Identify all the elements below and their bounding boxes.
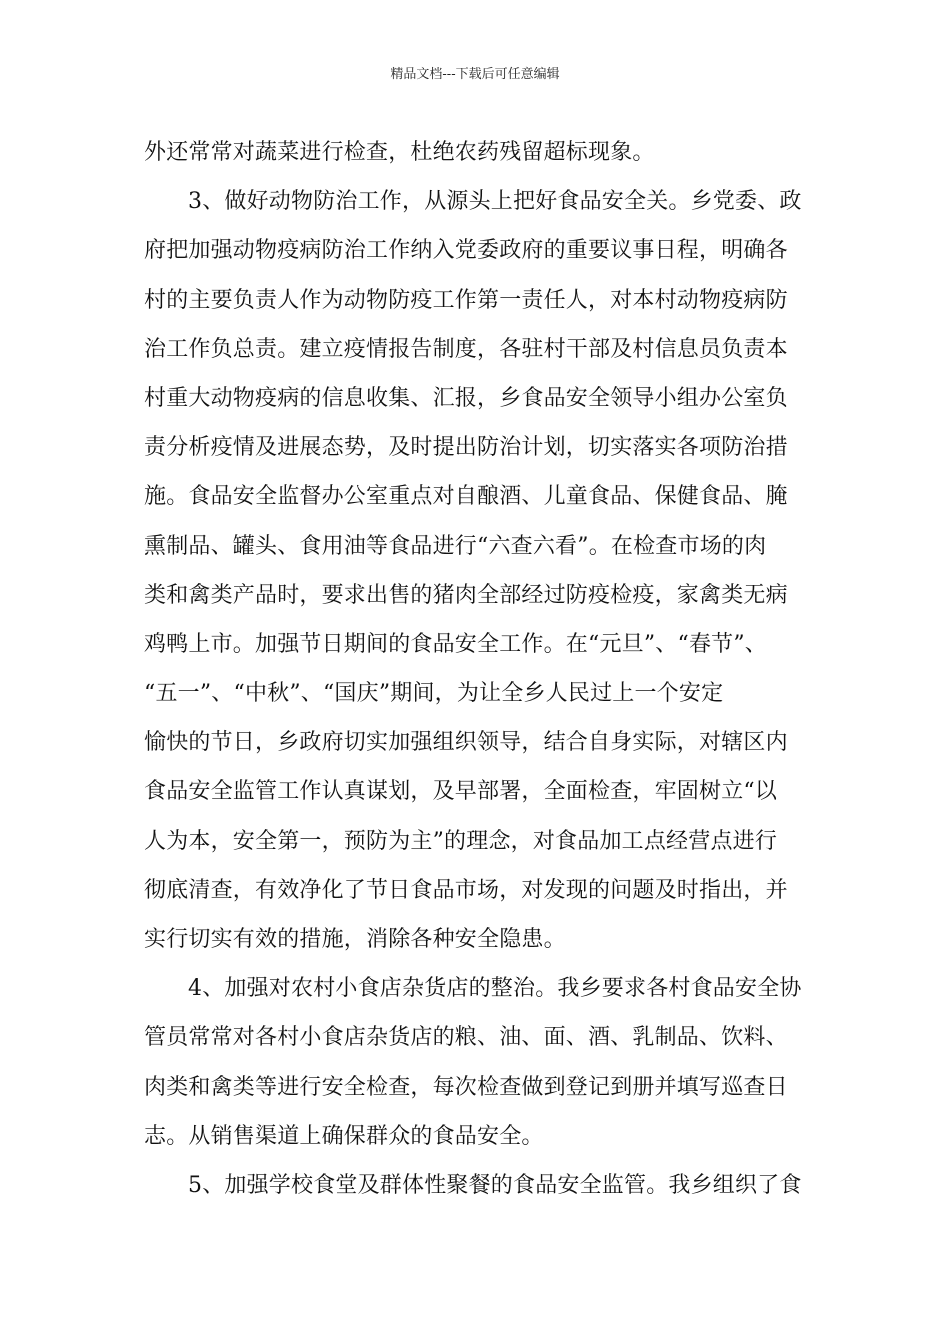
text-line: 熏制品、罐头、食用油等食品进行“六查六看”。在检查市场的肉 xyxy=(144,533,767,559)
paragraph-start-line: 4、加强对农村小食店杂货店的整治。我乡要求各村食品安全协 xyxy=(188,976,802,1002)
text-line: 人为本，安全第一，预防为主”的理念，对食品加工点经营点进行 xyxy=(144,828,778,854)
paragraph-start-line: 3、做好动物防治工作，从源头上把好食品安全关。乡党委、政 xyxy=(188,189,802,215)
text-line: 肉类和禽类等进行安全检查，每次检查做到登记到册并填写巡查日 xyxy=(144,1074,788,1100)
text-line: 村重大动物疫病的信息收集、汇报，乡食品安全领导小组办公室负 xyxy=(144,385,788,411)
text-line: 责分析疫情及进展态势，及时提出防治计划，切实落实各项防治措 xyxy=(144,435,788,461)
text-line: 管员常常对各村小食店杂货店的粮、油、面、酒、乳制品、饮料、 xyxy=(144,1025,788,1051)
text-line: 彻底清查，有效净化了节日食品市场，对发现的问题及时指出，并 xyxy=(144,877,788,903)
text-line: 治工作负总责。建立疫情报告制度，各驻村干部及村信息员负责本 xyxy=(144,336,788,362)
text-line: “五一”、“中秋”、“国庆”期间，为让全乡人民过上一个安定 xyxy=(144,681,724,707)
text-line: 志。从销售渠道上确保群众的食品安全。 xyxy=(144,1123,544,1149)
text-line: 府把加强动物疫病防治工作纳入党委政府的重要议事日程，明确各 xyxy=(144,238,788,264)
text-line: 类和禽类产品时，要求出售的猪肉全部经过防疫检疫，家禽类无病 xyxy=(144,582,788,608)
page-header: 精品文档---下载后可任意编辑 xyxy=(390,67,560,82)
text-line: 鸡鸭上市。加强节日期间的食品安全工作。在“元旦”、“春节”、 xyxy=(144,631,767,657)
text-line: 食品安全监管工作认真谋划，及早部署，全面检查，牢固树立“以 xyxy=(144,779,778,805)
text-line: 外还常常对蔬菜进行检查，杜绝农药残留超标现象。 xyxy=(144,140,655,165)
text-line: 施。食品安全监督办公室重点对自酿酒、儿童食品、保健食品、腌 xyxy=(144,484,788,510)
text-line: 村的主要负责人作为动物防疫工作第一责任人，对本村动物疫病防 xyxy=(144,287,788,313)
text-line: 实行切实有效的措施，消除各种安全隐患。 xyxy=(144,927,566,952)
text-line: 愉快的节日，乡政府切实加强组织领导，结合自身实际，对辖区内 xyxy=(144,730,788,756)
document-body xyxy=(144,128,816,1210)
paragraph-start-line: 5、加强学校食堂及群体性聚餐的食品安全监管。我乡组织了食 xyxy=(188,1172,802,1198)
